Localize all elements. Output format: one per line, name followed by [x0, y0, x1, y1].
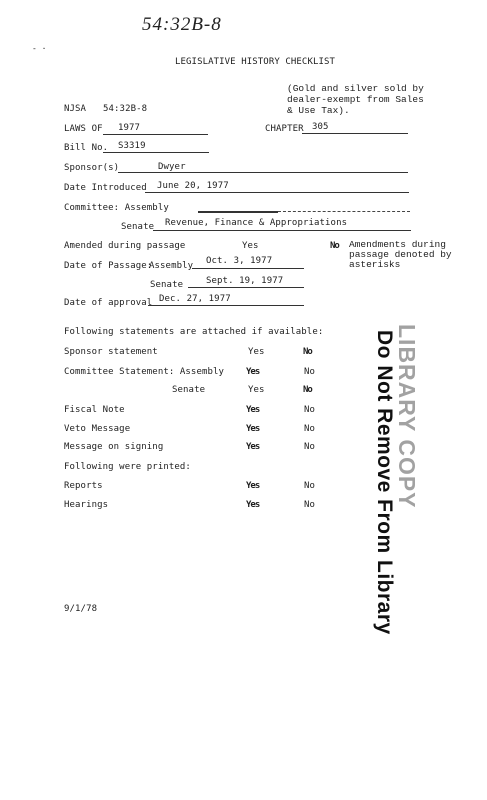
- statement-no: No: [304, 405, 316, 415]
- chapter-label: CHAPTER: [265, 124, 304, 134]
- chapter-underline: [302, 133, 408, 134]
- statement-yes: Yes: [248, 347, 265, 357]
- statement-no-crossed: No: [303, 385, 312, 395]
- chapter-value: 305: [312, 122, 329, 132]
- library-copy-label: LIBRARY COPY: [394, 324, 420, 509]
- laws-of-underline: [103, 134, 208, 135]
- committee-label: Committee: Assembly: [64, 203, 169, 213]
- date-of-approval-value: Dec. 27, 1977: [159, 294, 231, 304]
- date-introduced-label: Date Introduced: [64, 183, 147, 193]
- handwritten-reference: 54:32B-8: [142, 14, 222, 35]
- exemption-note-line: dealer-exempt from Sales: [287, 94, 424, 105]
- committee-assembly-filled-line: [198, 211, 278, 213]
- statement-yes-crossed: Yes: [246, 367, 260, 377]
- sponsor-value: Dwyer: [158, 162, 186, 172]
- passage-senate-underline: [188, 287, 304, 288]
- date-introduced-underline: [145, 192, 409, 193]
- amendments-note-line: asterisks: [349, 259, 401, 270]
- printed-no: No: [304, 481, 316, 491]
- amendments-note-line: passage denoted by: [349, 249, 452, 260]
- date-introduced-value: June 20, 1977: [157, 181, 229, 191]
- statement-yes-crossed: Yes: [246, 424, 260, 434]
- amended-no-crossed: No: [330, 241, 339, 251]
- exemption-note-line: & Use Tax).: [287, 105, 350, 116]
- statement-no: No: [304, 424, 316, 434]
- library-stamp: [362, 324, 422, 635]
- statement-label: Message on signing: [64, 442, 164, 452]
- amended-label: Amended during passage: [64, 241, 186, 251]
- statement-label: Veto Message: [64, 424, 131, 434]
- footer-date: 9/1/78: [64, 604, 98, 614]
- exemption-note-line: (Gold and silver sold by: [287, 83, 424, 94]
- passage-senate-value: Sept. 19, 1977: [206, 276, 284, 286]
- passage-assembly-value: Oct. 3, 1977: [206, 256, 273, 266]
- njsa-value: 54:32B-8: [103, 104, 148, 114]
- passage-assembly-underline: [192, 268, 304, 269]
- committee-assembly-underline: [278, 211, 410, 212]
- statement-yes: Yes: [248, 385, 265, 395]
- printed-no: No: [304, 500, 316, 510]
- printed-label: Reports: [64, 481, 103, 491]
- njsa-label: NJSA: [64, 104, 87, 114]
- amended-yes: Yes: [242, 241, 259, 251]
- statement-yes-crossed: Yes: [246, 405, 260, 415]
- sponsor-label: Sponsor(s): [64, 163, 120, 173]
- laws-of-label: LAWS OF: [64, 124, 103, 134]
- library-copy-text: [393, 324, 420, 509]
- printed-yes-crossed: Yes: [246, 481, 260, 491]
- bill-no-label: Bill No.: [64, 143, 109, 153]
- page-title: LEGISLATIVE HISTORY CHECKLIST: [175, 57, 336, 67]
- amendments-note: [349, 240, 452, 270]
- statement-no: No: [304, 442, 316, 452]
- statement-no-crossed: No: [303, 347, 312, 357]
- bill-no-value: S3319: [118, 141, 146, 151]
- attached-heading: Following statements are attached if available:: [64, 327, 324, 337]
- do-not-remove-text: [372, 330, 396, 635]
- printed-yes-crossed: Yes: [246, 500, 260, 510]
- do-not-remove-label: Do Not Remove From Library: [373, 330, 396, 635]
- printed-label: Hearings: [64, 500, 109, 510]
- committee-senate-label: Senate: [121, 222, 155, 232]
- statement-label: Senate: [172, 385, 206, 395]
- date-of-passage-label: Date of Passage:: [64, 261, 153, 271]
- exemption-note: [287, 83, 424, 116]
- passage-assembly-label: Assembly: [149, 261, 194, 271]
- statement-label: Sponsor statement: [64, 347, 158, 357]
- passage-senate-label: Senate: [150, 280, 184, 290]
- date-of-approval-label: Date of approval: [64, 298, 153, 308]
- laws-of-value: 1977: [118, 123, 141, 133]
- committee-senate-underline: [153, 230, 411, 231]
- bill-no-underline: [103, 152, 209, 153]
- committee-senate-value: Revenue, Finance & Appropriations: [165, 218, 348, 228]
- printed-heading: Following were printed:: [64, 462, 191, 472]
- statement-yes-crossed: Yes: [246, 442, 260, 452]
- amendments-note-line: Amendments during: [349, 239, 446, 250]
- sponsor-underline: [118, 172, 408, 173]
- date-of-approval-underline: [148, 305, 304, 306]
- stray-mark: - ·: [32, 44, 47, 53]
- statement-no: No: [304, 367, 316, 377]
- statement-label: Fiscal Note: [64, 405, 125, 415]
- statement-label: Committee Statement: Assembly: [64, 367, 225, 377]
